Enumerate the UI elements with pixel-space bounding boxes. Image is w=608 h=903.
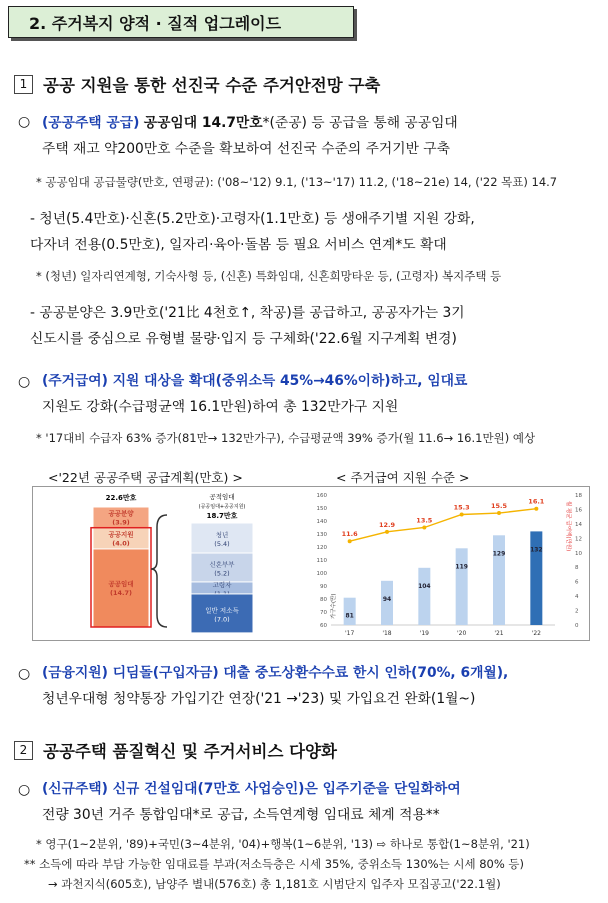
benefit-point (348, 539, 352, 543)
paragraph-housing-benefit: (주거급여) 지원 대상을 확대(중위소득 45%→46%이하)하고, 임대료 지원도 강화(수급평균액 16.1만원)하여 총 132만가구 지원 (42, 373, 468, 415)
bar-value-label: 94 (382, 595, 392, 603)
stack-segment-name: 공공분양 (108, 509, 134, 518)
stack-segment-name: 공공임대 (108, 579, 134, 588)
bar-value-label: 129 (492, 550, 506, 558)
bar-value-label: 119 (455, 563, 468, 571)
breakdown-title: 공적임대 (209, 493, 235, 501)
supply-plan-chart (33, 487, 303, 640)
breakdown-subtitle: (공공임대+공공지원) (198, 504, 246, 510)
note-supply-volume: * 공공임대 공급물량(만호, 연평균): ('08~'12) 9.1, ('13~'17) 11.2, ('18~21e) 14, ('22 목표) 14.7 (36, 175, 558, 189)
x-tick-label: '18 (382, 630, 392, 637)
benefit-value-label: 15.5 (490, 502, 508, 511)
bullet-icon: ○ (18, 782, 31, 798)
chart-right-title: < 주거급여 지원 수준 > (336, 470, 470, 485)
bullet-icon: ○ (18, 114, 31, 130)
bullet-icon: ○ (18, 666, 31, 682)
breakdown-segment-name: 일반 저소득 (205, 606, 239, 615)
paragraph-lifecycle: - 청년(5.4만호)·신혼(5.2만호)·고령자(1.1만호) 등 생애주기별 지원 강화, 다자녀 전용(0.5만호), 일자리·육아·돌봄 등 필요 서비스 연계*도 확대 (30, 211, 475, 253)
x-tick-label: '17 (345, 630, 355, 637)
bar-value-label: 132 (530, 546, 543, 554)
chart-area (32, 486, 590, 641)
breakdown-total: 18.7만호 (206, 512, 238, 520)
y2-tick-label: 4 (575, 594, 579, 601)
breakdown-segment-value: (7.0) (214, 615, 230, 624)
y-tick-label: 130 (316, 532, 327, 538)
bar-households (493, 535, 505, 625)
y-tick-label: 110 (316, 558, 327, 564)
y-axis-label: 가구수(만) (331, 593, 337, 619)
bar-value-label: 104 (418, 582, 431, 590)
note-rent-scheme: ** 소득에 따라 부담 가능한 임대료를 부과(저소득층은 시세 35%, 중위소득 130%는 시세 80% 등) (24, 857, 525, 871)
bar-households (344, 598, 356, 625)
bar-households (381, 581, 393, 625)
stack-segment-value: (14.7) (110, 588, 132, 597)
paragraph-public-sale: - 공공분양은 3.9만호('21比 4천호↑, 착공)를 공급하고, 공공자가는 3기 신도시를 중심으로 유형별 물량·입지 등 구체화('22.6월 지구계획 변경) (30, 305, 465, 347)
brace-shape (151, 515, 167, 627)
breakdown-segment-name: 청년 (215, 531, 229, 540)
benefit-line (350, 509, 537, 542)
y2-tick-label: 16 (575, 507, 582, 514)
benefit-value-label: 15.3 (453, 503, 470, 512)
note-integration: * 영구(1~2분위, '89)+국민(3~4분위, '04)+행복(1~6분위, '13) ⇨ 하나로 통합(1~8분위, '21) (36, 837, 530, 851)
y-tick-label: 90 (320, 584, 327, 590)
benefit-point (497, 511, 501, 515)
benefit-point (460, 513, 464, 517)
chart-left-title: <'22년 공공주택 공급계획(만호) > (48, 470, 243, 485)
y-tick-label: 60 (320, 623, 327, 629)
bar-households (418, 568, 430, 625)
stack-segment-name: 공공지원 (108, 530, 134, 539)
y-tick-label: 160 (316, 493, 327, 499)
stack-segment-value: (4.0) (112, 539, 130, 548)
benefit-point (534, 507, 538, 511)
breakdown-segment-name: 고령자 (212, 580, 232, 589)
y2-tick-label: 0 (575, 623, 579, 629)
breakdown-segment-name: 신혼부부 (209, 560, 235, 569)
bar-value-label: 81 (345, 612, 354, 620)
y-tick-label: 100 (316, 571, 327, 577)
breakdown-segment-value: (5.4) (214, 540, 230, 549)
y2-tick-label: 2 (575, 608, 579, 615)
benefit-point (422, 526, 426, 530)
y-tick-label: 150 (316, 506, 327, 512)
page-title: 2. 주거복지 양적 · 질적 업그레이드 (8, 6, 354, 38)
section-2-heading: 2 공공주택 품질혁신 및 주거서비스 다양화 (14, 738, 337, 762)
benefit-value-label: 13.5 (416, 516, 433, 525)
y-tick-label: 70 (320, 610, 327, 616)
note-pilot: → 과천지식(605호), 남양주 별내(576호) 총 1,181호 시범단지 입주자 모집공고('22.1월) (48, 877, 501, 891)
paragraph-housing-supply: (공공주택 공급) 공공임대 14.7만호*(준공) 등 공급을 통해 공공임대 주택 재고 약200만호 수준을 확보하여 선진국 수준의 주거기반 구축 (42, 115, 458, 157)
y2-tick-label: 14 (575, 521, 582, 528)
y-tick-label: 80 (320, 597, 327, 603)
housing-benefit-chart (303, 487, 589, 640)
x-tick-label: '19 (419, 630, 429, 637)
breakdown-segment-value: (5.2) (214, 569, 230, 578)
benefit-value-label: 16.1 (528, 497, 545, 506)
stack-segment-value: (3.9) (112, 518, 130, 527)
y2-tick-label: 6 (575, 579, 579, 586)
y-tick-label: 120 (316, 545, 327, 551)
benefit-value-label: 11.6 (341, 530, 358, 539)
bullet-icon: ○ (18, 374, 31, 390)
note-lifecycle: * (청년) 일자리연계형, 기숙사형 등, (신혼) 특화임대, 신혼희망타운 등, (고령자) 복지주택 등 (36, 269, 502, 283)
y2-tick-label: 8 (575, 565, 579, 572)
benefit-value-label: 12.9 (378, 520, 396, 529)
note-benefit: * '17대비 수급자 63% 증가(81만→ 132만가구), 수급평균액 39% 증가(월 11.6→ 16.1만원) 예상 (36, 431, 536, 445)
y-tick-label: 140 (316, 519, 327, 525)
bar-households (456, 548, 468, 625)
x-tick-label: '20 (457, 630, 467, 637)
y2-tick-label: 18 (575, 493, 582, 499)
stack-total-label: 22.6만호 (105, 494, 137, 502)
benefit-point (385, 530, 389, 534)
y2-tick-label: 10 (575, 550, 582, 557)
paragraph-new-housing: (신규주택) 신규 건설임대(7만호 사업승인)은 입주기준을 단일화하여 전량 30년 거주 통합임대*로 공급, 소득연계형 임대료 체계 적용** (42, 781, 461, 823)
x-tick-label: '21 (494, 630, 504, 637)
y2-tick-label: 12 (575, 536, 582, 543)
x-tick-label: '22 (531, 630, 541, 637)
y2-axis-label: 월 평균 급여액(만원) (565, 501, 571, 552)
paragraph-financial-support: (금융지원) 디딤돌(구입자금) 대출 중도상환수수료 한시 인하(70%, 6개월), 청년우대형 청약통장 가입기간 연장('21 →'23) 및 가입요건 완화(1월~) (42, 665, 509, 707)
section-1-heading: 1 공공 지원을 통한 선진국 수준 주거안전망 구축 (14, 72, 380, 96)
